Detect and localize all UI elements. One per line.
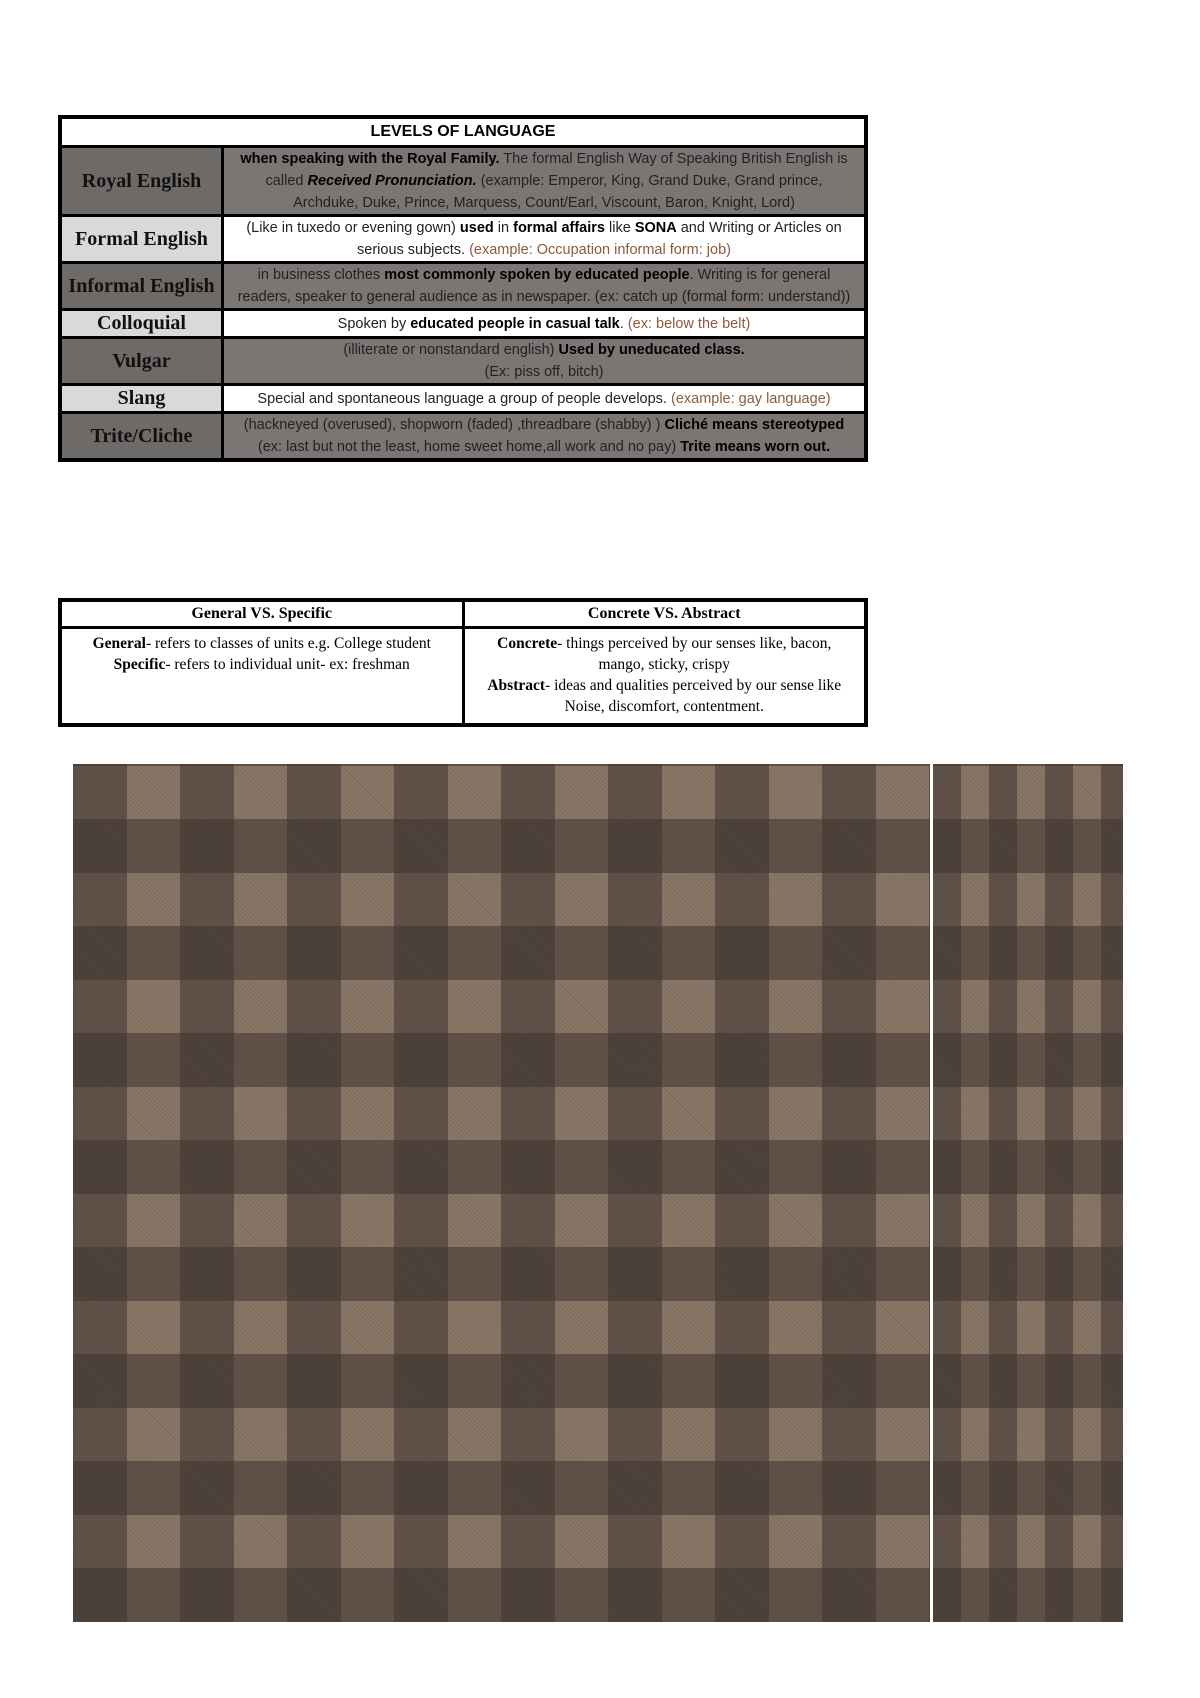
table-row-formal-english [62, 217, 864, 261]
row-label: Informal English [62, 264, 224, 308]
plaid-pattern-image [73, 764, 930, 1622]
plaid-pattern-strip [933, 764, 1123, 1622]
comparison-table [58, 598, 868, 727]
table-title: LEVELS OF LANGUAGE [62, 119, 864, 145]
row-description: in business clothes most commonly spoken by educated people. Writing is for general readers, speaker to general audience as in newspaper. (ex: catch up (formal form: understand)) [224, 264, 864, 308]
table-row-royal-english [62, 148, 864, 214]
column-header: General VS. Specific [62, 602, 462, 629]
row-description: (hackneyed (overused), shopworn (faded) ,threadbare (shabby) ) Cliché means stereotyped (ex: last but not the least, home sweet home,all work and no pay) Trite means worn out. [224, 414, 864, 458]
table-row-vulgar [62, 339, 864, 383]
row-description: when speaking with the Royal Family. The formal English Way of Speaking British English is called Received Pronunciation. (example: Emperor, King, Grand Duke, Grand prince, Archduke, Duke, Prince, Marquess, Count/Earl, Viscount, Baron, Knight, Lord) [224, 148, 864, 214]
row-label: Trite/Cliche [62, 414, 224, 458]
table-row-trite-cliche [62, 414, 864, 458]
table-row-informal-english [62, 264, 864, 308]
column-header: Concrete VS. Abstract [465, 602, 865, 629]
row-label: Formal English [62, 217, 224, 261]
row-description: (illiterate or nonstandard english) Used by uneducated class. (Ex: piss off, bitch) [224, 339, 864, 383]
row-label: Royal English [62, 148, 224, 214]
concrete-vs-abstract-column [465, 602, 865, 723]
column-body: General- refers to classes of units e.g. College student Specific- refers to individual unit- ex: freshman [92, 635, 431, 673]
levels-of-language-table [58, 115, 868, 462]
row-description: (Like in tuxedo or evening gown) used in formal affairs like SONA and Writing or Articles on serious subjects. (example: Occupation informal form: job) [224, 217, 864, 261]
row-label: Slang [62, 386, 224, 411]
row-label: Vulgar [62, 339, 224, 383]
column-body: Concrete- things perceived by our senses like, bacon, mango, sticky, crispy Abstract- ideas and qualities perceived by our sense like Noise, discomfort, contentment. [487, 635, 842, 715]
row-description: Spoken by educated people in casual talk. (ex: below the belt) [224, 311, 864, 336]
row-label: Colloquial [62, 311, 224, 336]
table-row-colloquial [62, 311, 864, 336]
table-row-slang [62, 386, 864, 411]
general-vs-specific-column [62, 602, 462, 723]
row-description: Special and spontaneous language a group of people develops. (example: gay language) [224, 386, 864, 411]
